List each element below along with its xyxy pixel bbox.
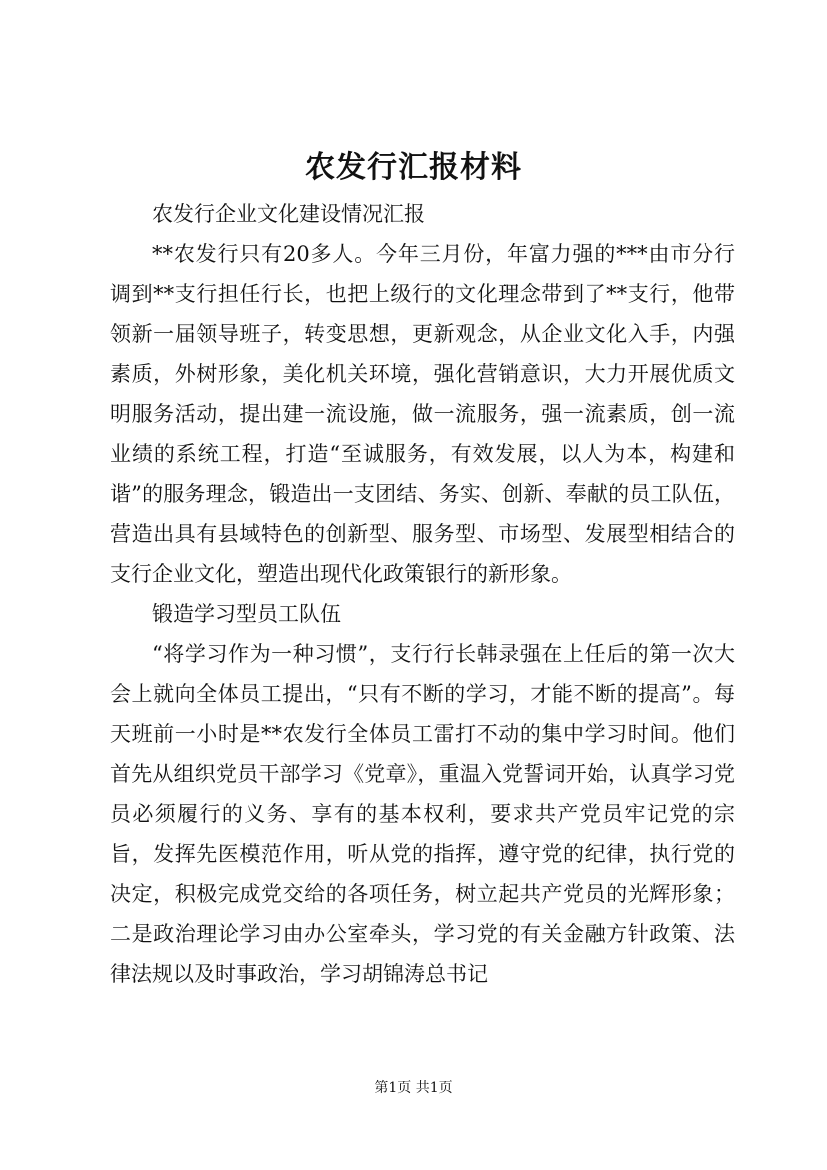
- document-body: [110, 194, 735, 994]
- section-heading: 锻造学习型员工队伍: [152, 602, 341, 626]
- body-paragraph: **农发行只有20多人。今年三月份，年富力强的***由市分行调到**支行担任行长，也把上级行的文化理念带到了**支行，他带领新一届领导班子，转变思想，更新观念，从企业文化入手，内强素质，外树形象，美化机关环境，强化营销意识，大力开展优质文明服务活动，提出建一流设施，做一流服务，强一流素质，创一流业绩的系统工程，打造“至诚服务，有效发展，以人为本，构建和谐”的服务理念，锻造出一支团结、务实、创新、奉献的员工队伍，营造出具有县域特色的创新型、服务型、市场型、发展型相结合的支行企业文化，塑造出现代化政策银行的新形象。: [110, 242, 735, 586]
- body-paragraph: “将学习作为一种习惯”，支行行长韩录强在上任后的第一次大会上就向全体员工提出，“只有不断的学习，才能不断的提高”。每天班前一小时是**农发行全体员工雷打不动的集中学习时间。他们首先从组织党员干部学习《党章》，重温入党誓词开始，认真学习党员必须履行的义务、享有的基本权利，要求共产党员牢记党的宗旨，发挥先医模范作用，听从党的指挥，遵守党的纪律，执行党的决定，积极完成党交给的各项任务，树立起共产党员的光辉形象；二是政治理论学习由办公室牵头，学习党的有关金融方针政策、法律法规以及时事政治，学习胡锦涛总书记: [110, 642, 735, 986]
- page-footer: 第1页 共1页: [374, 1080, 453, 1096]
- document-title: 农发行汇报材料: [305, 150, 522, 185]
- section-heading: 农发行企业文化建设情况汇报: [152, 202, 425, 226]
